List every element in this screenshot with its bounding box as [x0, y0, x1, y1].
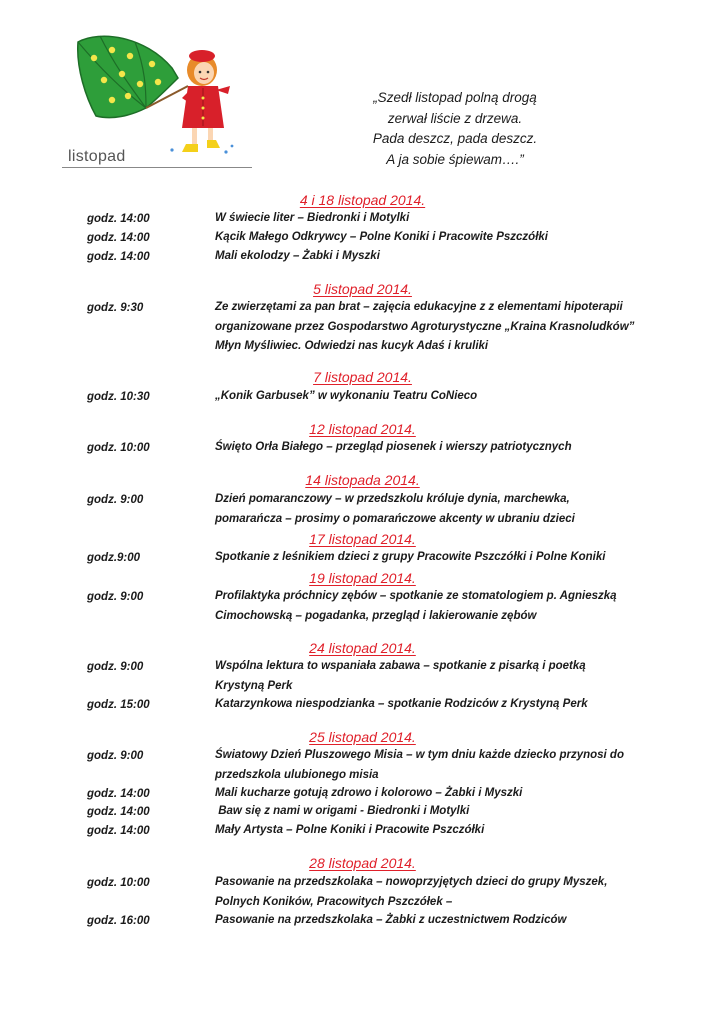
description-line: Krystyną Perk — [215, 679, 293, 692]
event-description — [215, 298, 638, 357]
event-description: Mali ekolodzy – Żabki i Myszki — [215, 250, 380, 262]
event-time: godz. 9:00 — [87, 750, 144, 762]
event-description — [215, 873, 638, 912]
section-date: 4 i 18 listopad 2014. — [299, 192, 426, 208]
description-line: Ze zwierzętami za pan brat – zajęcia edukacyjne z z elementami hipoterapii — [215, 301, 623, 313]
description-line: Profilaktyka próchnicy zębów – spotkanie ze stomatologiem p. Agnieszką — [215, 590, 617, 602]
description-line: organizowane przez Gospodarstwo Agroturystyczne „Kraina Krasnoludków” — [215, 320, 635, 333]
event-time: godz. 10:00 — [87, 442, 150, 454]
poem-line: Pada deszcz, pada deszcz. — [372, 131, 538, 146]
poem-line: A ja sobie śpiewam….” — [386, 151, 524, 167]
poem-line: „Szedł listopad polną drogą — [373, 90, 537, 105]
event-description: Pasowanie na przedszkolaka – Żabki z uczestnictwem Rodziców — [215, 914, 567, 926]
event-time: godz.9:00 — [87, 552, 141, 564]
event-description — [215, 657, 638, 696]
event-description: Spotkanie z leśnikiem dzieci z grupy Pracowite Pszczółki i Polne Koniki — [215, 551, 606, 563]
logo-underline — [62, 167, 252, 168]
event-description — [215, 746, 638, 785]
event-description: Mały Artysta – Polne Koniki i Pracowite Pszczółki — [215, 824, 485, 836]
section-date: 17 listopad 2014. — [309, 531, 416, 547]
section-date: 14 listopada 2014. — [305, 472, 420, 488]
section-date: 12 listopad 2014. — [309, 421, 416, 437]
poem-line: zerwał liście z drzewa. — [387, 110, 523, 126]
description-line: Wspólna lektura to wspaniała zabawa – spotkanie z pisarką i poetką — [215, 660, 586, 672]
section-date: 28 listopad 2014. — [309, 855, 416, 871]
event-time: godz. 10:30 — [87, 391, 150, 403]
event-time: godz. 9:00 — [87, 494, 144, 506]
poem — [330, 88, 580, 170]
umbrella-icon — [78, 36, 188, 118]
section-date: 5 listopad 2014. — [313, 281, 412, 297]
event-time: godz. 14:00 — [87, 213, 150, 225]
event-description: Święto Orła Białego – przegląd piosenek i wierszy patriotycznych — [215, 441, 572, 453]
description-line: Pasowanie na przedszkolaka – nowoprzyjętych dzieci do grupy Myszek, — [215, 876, 608, 888]
event-description — [215, 490, 638, 529]
event-time: godz. 14:00 — [87, 825, 150, 837]
event-description: Katarzynkowa niespodzianka – spotkanie Rodziców z Krystyną Perk — [215, 698, 588, 710]
event-time: godz. 14:00 — [87, 806, 150, 818]
description-line: przedszkola ulubionego misia — [215, 768, 379, 781]
description-line: Światowy Dzień Pluszowego Misia – w tym dniu każde dziecko przynosi do — [215, 749, 624, 761]
event-time: godz. 14:00 — [87, 788, 150, 800]
event-time: godz. 9:00 — [87, 591, 144, 603]
event-time: godz. 15:00 — [87, 699, 150, 711]
description-line: Dzień pomaranczowy – w przedszkolu króluje dynia, marchewka, — [215, 493, 570, 505]
description-line: Młyn Myśliwiec. Odwiedzi nas kucyk Adaś i kruliki — [215, 340, 489, 352]
event-description: Baw się z nami w origami - Biedronki i Motylki — [215, 805, 470, 817]
description-line: Polnych Koników, Pracowitych Pszczółek – — [215, 895, 453, 908]
month-logo-text: listopad — [68, 148, 126, 165]
event-description — [215, 587, 638, 626]
section-date: 25 listopad 2014. — [309, 729, 416, 745]
event-time: godz. 10:00 — [87, 877, 150, 889]
event-time: godz. 14:00 — [87, 251, 150, 263]
section-date: 7 listopad 2014. — [313, 369, 412, 385]
event-description: „Konik Garbusek” w wykonaniu Teatru CoNieco — [215, 390, 478, 402]
description-line: Cimochowską – pogadanka, przegląd i lakierowanie zębów — [215, 609, 537, 622]
girl-figure — [170, 50, 233, 154]
event-description: Kącik Małego Odkrywcy – Polne Koniki i Pracowite Pszczółki — [215, 231, 548, 243]
section-date: 24 listopad 2014. — [309, 640, 416, 656]
event-time: godz. 16:00 — [87, 915, 150, 927]
event-time: godz. 14:00 — [87, 232, 150, 244]
section-date: 19 listopad 2014. — [309, 570, 416, 586]
description-line: pomarańcza – prosimy o pomarańczowe akcenty w ubraniu dzieci — [215, 512, 575, 525]
event-description: Mali kucharze gotują zdrowo i kolorowo – Żabki i Myszki — [215, 787, 523, 799]
event-time: godz. 9:30 — [87, 302, 144, 314]
event-description: W świecie liter – Biedronki i Motylki — [215, 212, 410, 224]
event-time: godz. 9:00 — [87, 661, 144, 673]
